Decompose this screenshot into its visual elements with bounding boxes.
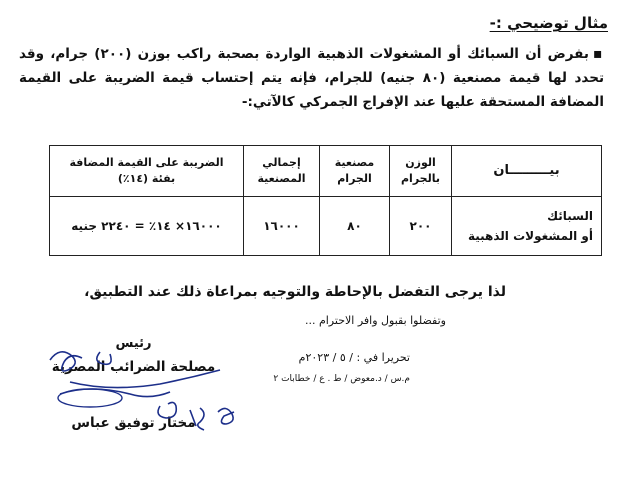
header-total (244, 146, 320, 197)
closing-text: وتفضلوا بقبول وافر الاحترام ... (304, 314, 446, 327)
cell-weight: ٢٠٠ (390, 197, 452, 256)
header-weight-line1: الوزن (405, 156, 436, 169)
example-heading: مثال توضيحي :- (489, 14, 608, 32)
header-vat (50, 146, 244, 197)
header-workmanship-line2: الجرام (337, 172, 372, 185)
handwritten-signature-icon (30, 330, 250, 440)
date-line: تحريرا في : / ٥ / ٢٠٢٣م (298, 351, 410, 364)
cell-item-line1: السبائك (547, 209, 593, 223)
header-weight-line2: بالجرام (401, 172, 440, 185)
header-bayan: بيـــــــــان (452, 146, 602, 197)
header-total-line2: المصنعية (257, 172, 306, 185)
header-workmanship-line1: مصنعية (334, 156, 375, 169)
header-weight (390, 146, 452, 197)
request-text: لذا يرجى التفضل بالإحاطة والتوجيه بمراعاة ذلك عند التطبيق، (84, 284, 506, 300)
header-total-line1: إجمالي (262, 156, 301, 169)
example-paragraph (19, 42, 604, 114)
cell-item (452, 197, 602, 256)
signature-title: رئيس (115, 336, 152, 351)
header-workmanship (320, 146, 390, 197)
signature-name: مختار توفيق عباس (71, 415, 196, 431)
tax-calculation-table (49, 145, 602, 256)
cell-vat: ١٦٠٠٠× ١٤٪ = ٢٢٤٠ جنيه (50, 197, 244, 256)
reference-line: م.س / د.معوض / ط . ع / خطابات ٢ (273, 374, 410, 384)
signature-organization: مصلحة الضرائب المصرية (51, 359, 216, 375)
cell-total: ١٦٠٠٠ (244, 197, 320, 256)
paragraph-text: بفرض أن السبائك أو المشغولات الذهبية الواردة بصحبة راكب بوزن (٢٠٠) جرام، وقد تحدد لها قيمة مصنعية (٨٠ جنيه) للجرام، فإنه يتم إحتساب قيمة الضريبة على القيمة المضافة المستحقة عليها عند الإفراج الجمركي كالآتي:- (19, 46, 605, 110)
cell-workmanship: ٨٠ (320, 197, 390, 256)
header-vat-line2: بفئة (١٤٪) (117, 172, 176, 185)
cell-item-line2: أو المشغولات الذهبية (467, 229, 593, 243)
bullet-icon: ▪ (592, 46, 604, 62)
header-vat-line1: الضريبة على القيمة المضافة (69, 156, 224, 169)
table-row (50, 197, 602, 256)
table-header-row (50, 146, 602, 197)
